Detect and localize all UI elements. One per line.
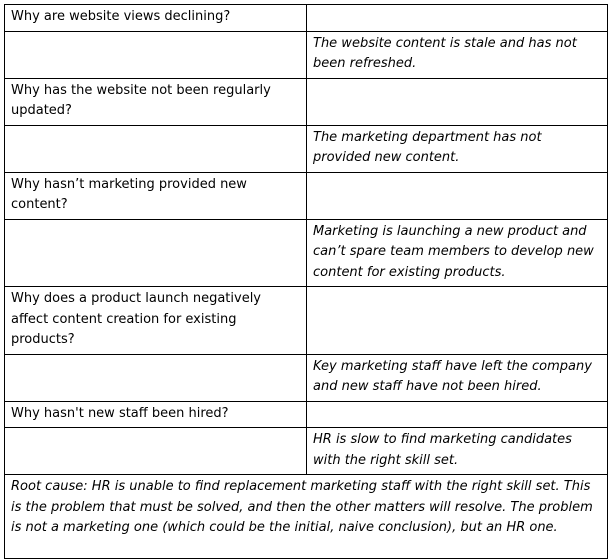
question-cell: [5, 428, 307, 475]
answer-text: The marketing department has not provided new content.: [313, 129, 542, 165]
answer-cell: [307, 219, 608, 287]
question-cell: [5, 125, 307, 172]
question-text: Why does a product launch negatively affect content creation for existing products?: [11, 291, 261, 347]
question-cell: [5, 287, 307, 355]
question-cell: [5, 219, 307, 287]
question-text: Why hasn't new staff been hired?: [11, 405, 229, 421]
question-text: Why hasn’t marketing provided new content?: [11, 176, 247, 212]
answer-cell: [307, 401, 608, 428]
table-row: [5, 401, 608, 428]
question-cell: [5, 31, 307, 78]
answer-cell: [307, 78, 608, 125]
table-row: [5, 354, 608, 401]
table-row: [5, 287, 608, 355]
table-row: [5, 5, 608, 32]
table-row: [5, 125, 608, 172]
answer-cell: [307, 31, 608, 78]
table-row: [5, 31, 608, 78]
answer-cell: [307, 287, 608, 355]
question-text: Why has the website not been regularly updated?: [11, 82, 271, 118]
question-cell: [5, 172, 307, 219]
question-cell: [5, 401, 307, 428]
question-cell: [5, 5, 307, 32]
answer-cell: [307, 172, 608, 219]
table-row: [5, 219, 608, 287]
answer-text: Marketing is launching a new product and can’t spare team members to develop new content for existing products.: [313, 223, 594, 280]
answer-cell: [307, 428, 608, 475]
root-cause-text: Root cause: HR is unable to find replacement marketing staff with the right skill set. This is the problem that must be solved, and then the other matters will resolve. The problem is not a marketing one (which could be the initial, naive conclusion), but an HR one.: [11, 479, 593, 535]
table-row: [5, 78, 608, 125]
root-cause-row: [5, 475, 608, 559]
answer-cell: [307, 354, 608, 401]
answer-cell: [307, 5, 608, 32]
table-row: [5, 428, 608, 475]
answer-text: The website content is stale and has not been refreshed.: [313, 35, 577, 71]
answer-cell: [307, 125, 608, 172]
question-text: Why are website views declining?: [11, 9, 231, 24]
table-row: [5, 172, 608, 219]
question-cell: [5, 354, 307, 401]
five-whys-table: [4, 4, 608, 559]
answer-text: HR is slow to find marketing candidates with the right skill set.: [313, 432, 572, 468]
root-cause-cell: [5, 475, 608, 559]
answer-text: Key marketing staff have left the company and new staff have not been hired.: [313, 358, 592, 394]
question-cell: [5, 78, 307, 125]
